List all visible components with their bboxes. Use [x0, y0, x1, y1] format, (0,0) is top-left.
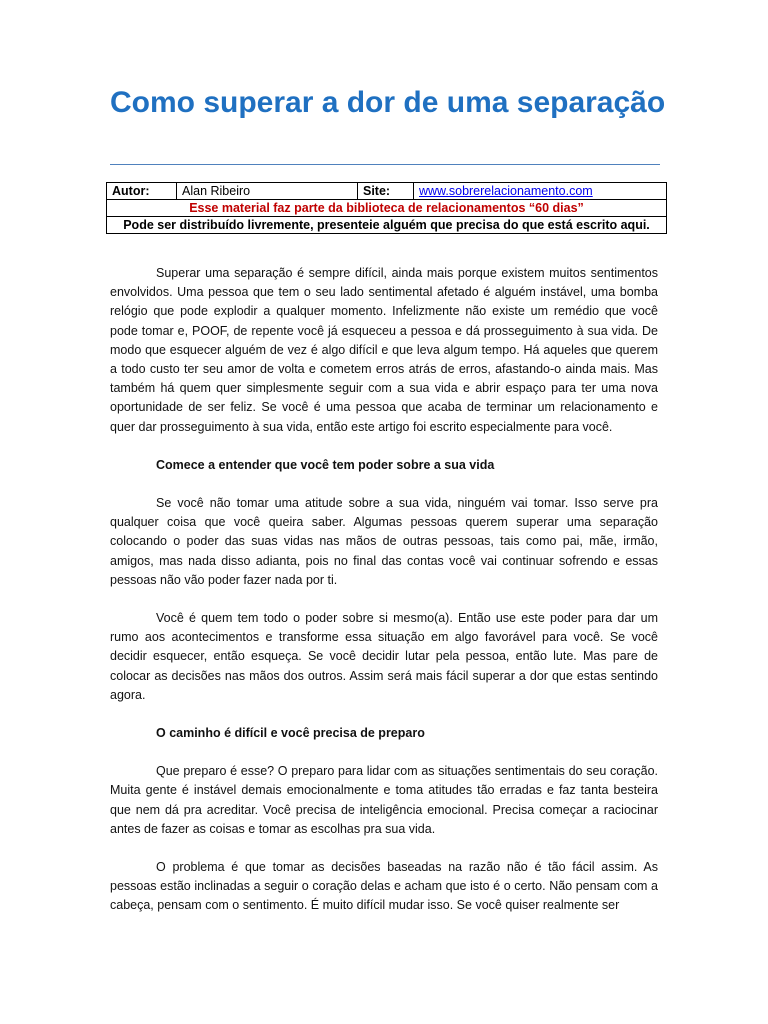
site-link[interactable]: www.sobrerelacionamento.com	[414, 183, 667, 200]
paragraph-power-2: Você é quem tem todo o poder sobre si mesmo(a). Então use este poder para dar um rumo aos acontecimentos e transforme essa situação em algo favorável para você. Se você decidir esquecer, então esqueça. Se você decidir lutar pela pessoa, então lute. Mas pare de colocar as decisões nas mãos dos outros. Assim será mais fácil superar a dor que estas sentindo agora.	[110, 611, 658, 702]
library-notice: Esse material faz parte da biblioteca de relacionamentos “60 dias”	[107, 200, 667, 217]
info-table	[106, 182, 667, 234]
info-row-distribution	[107, 217, 667, 234]
distribution-note: Pode ser distribuído livremente, presenteie alguém que precisa do que está escrito aqui.	[107, 217, 667, 234]
document-title: Como superar a dor de uma separação	[110, 86, 666, 119]
section-heading-preparation: O caminho é difícil e você precisa de preparo	[156, 726, 425, 741]
paragraph-preparation-2: O problema é que tomar as decisões baseadas na razão não é tão fácil assim. As pessoas estão inclinadas a seguir o coração delas e acham que isto é o certo. Não pensam com a cabeça, pensam com o sentimento. É muito difícil mudar isso. Se você quiser realmente ser	[110, 860, 658, 913]
title-underline	[110, 164, 660, 165]
paragraph-power-1: Se você não tomar uma atitude sobre a sua vida, ninguém vai tomar. Isso serve pra qualquer coisa que você queira saber. Algumas pessoas querem superar uma separação colocando o poder das suas vidas nas mãos de outras pessoas, tais como pai, mãe, irmão, amigos, mas nada disso adianta, pois no final das contas você vai continuar sofrendo e essas pessoas não vão poder fazer nada por ti.	[110, 496, 658, 587]
paragraph-intro: Superar uma separação é sempre difícil, ainda mais porque existem muitos sentimentos envolvidos. Uma pessoa que tem o seu lado sentimental afetado é alguém instável, uma bomba relógio que pode explodir a qualquer momento. Infelizmente não existe um remédio que você pode tomar e, POOF, de repente você já esqueceu a pessoa e dá prosseguimento à sua vida. De modo que esquecer alguém de vez é algo difícil e que leva algum tempo. Há aqueles que querem a todo custo ter seu amor de volta e cometem erros atrás de erros, afastando-o ainda mais. Mas também há quem quer simplesmente seguir com a sua vida e abrir espaço para ter uma nova oportunidade de ser feliz. Se você é uma pessoa que acaba de terminar um relacionamento e quer dar prosseguimento à sua vida, então este artigo foi escrito especialmente para você.	[110, 266, 658, 434]
info-row-author	[107, 183, 667, 200]
section-heading-power: Comece a entender que você tem poder sobre a sua vida	[156, 457, 495, 472]
paragraph-preparation-1: Que preparo é esse? O preparo para lidar com as situações sentimentais do seu coração. Muita gente é instável demais emocionalmente e toma atitudes tão erradas e faz tanta besteira que nem dá pra acreditar. Você precisa de inteligência emocional. Precisa começar a raciocinar antes de fazer as coisas e tomar as escolhas pra sua vida.	[110, 764, 658, 836]
site-label: Site:	[358, 183, 414, 200]
info-row-notice	[107, 200, 667, 217]
author-label: Autor:	[107, 183, 177, 200]
article-body	[110, 264, 658, 916]
author-value: Alan Ribeiro	[177, 183, 358, 200]
